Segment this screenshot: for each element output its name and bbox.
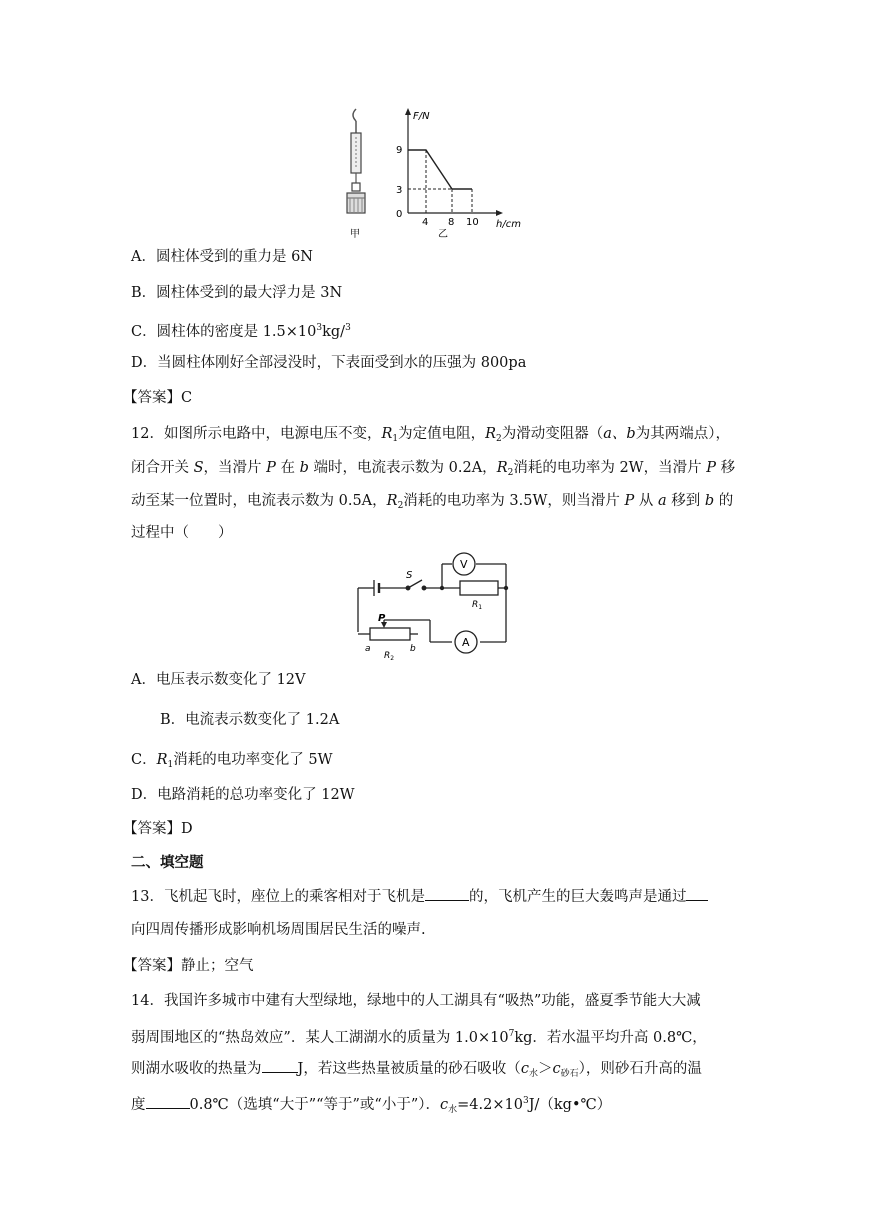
q11-exp-1: 3	[316, 323, 323, 333]
q11-option-c-text: C．圆柱体的密度是 1.5×10	[131, 324, 317, 340]
terminal-b-label: b	[410, 644, 416, 654]
q11-option-d: D．当圆柱体刚好全部浸没时，下表面受到水的压强为 800pa	[131, 355, 527, 371]
q14-line-1: 14．我国许多城市中建有大型绿地，绿地中的人工湖具有“吸热”功能，盛夏季节能大大减	[131, 993, 701, 1009]
q12-answer: 【答案】D	[123, 821, 193, 837]
force-curve	[408, 150, 472, 189]
ammeter-label: A	[462, 636, 470, 649]
q12-option-d: D．电路消耗的总功率变化了 12W	[131, 787, 355, 803]
q14-line-4: 度 0.8℃（选填“大于”“等于”或“小于”）．$c_水=4.2\times 10^3J/(kg•℃)$	[131, 1096, 612, 1115]
x-tick-4: 4	[422, 217, 429, 228]
q13-answer: 【答案】静止；空气	[123, 958, 254, 974]
x-tick-8: 8	[448, 217, 455, 228]
q13-line-1: 13．飞机起飞时，座位上的乘客相对于飞机是 的，飞机产生的巨大轰鸣声是通过	[131, 886, 708, 907]
q13-blank-1[interactable]	[425, 886, 469, 901]
q12-line-4: 过程中（ ）	[131, 525, 233, 541]
q12-line-1: 12．如图所示电路中，电源电压不变，$R_1$为定值电阻，$R_2$为滑动变阻器（a、b为其两端点），	[131, 426, 730, 444]
y-tick-3: 3	[396, 185, 403, 196]
q11-option-c	[131, 318, 351, 342]
q13-blank-2[interactable]	[686, 886, 708, 901]
r2-label: $R_2$	[384, 651, 395, 662]
origin-label: 0	[396, 209, 403, 220]
terminal-a-label: a	[365, 644, 371, 654]
label-jia: 甲	[350, 229, 360, 240]
y-axis-label: F/N	[413, 111, 430, 122]
q11-exp-2: 3	[345, 323, 351, 333]
label-yi: 乙	[438, 229, 448, 240]
voltmeter-label: V	[460, 558, 468, 571]
q11-answer: 【答案】C	[123, 390, 193, 406]
circuit-diagram	[348, 548, 520, 666]
figure-spring-scale-graph	[338, 105, 538, 241]
q12-option-c: C．$R_1$消耗的电功率变化了 5W	[131, 752, 333, 770]
r1-label: $R_1$	[472, 600, 483, 611]
q14-blank-2[interactable]	[146, 1094, 190, 1109]
q14-line-3: 则湖水吸收的热量为 J，若这些热量被质量的砂石吸收$(c_水>c_{砂石})$，则砂石升高的温	[131, 1058, 702, 1084]
q12-line-2: 闭合开关 S，当滑片 P 在 b 端时，电流表示数为 0.2A，$R_2$消耗的电功率为 2W，当滑片 P 移	[131, 460, 736, 478]
spring-scale-illustration	[347, 109, 365, 213]
q14-line-2: 弱周围地区的“热岛效应”．某人工湖湖水的质量为 $1.0\times 10^7kg$．若水温平均升高 0.8℃，	[131, 1029, 707, 1046]
x-axis-label: h/cm	[496, 219, 521, 230]
q12-option-a: A．电压表示数变化了 12V	[131, 672, 306, 688]
slider-p-label: P	[378, 613, 386, 624]
q12-line-3: 动至某一位置时，电流表示数为 0.5A，$R_2$消耗的电功率为 3.5W，则当滑片 P 从 a 移到 b 的	[131, 493, 734, 511]
fh-graph	[396, 108, 521, 240]
section-title: 二、填空题	[131, 854, 204, 871]
q11-option-b: B．圆柱体受到的最大浮力是 3N	[131, 285, 343, 301]
q11-option-c-unit: kg/	[322, 324, 346, 340]
q11-option-a: A．圆柱体受到的重力是 6N	[131, 249, 313, 265]
x-tick-10: 10	[466, 217, 479, 228]
switch-label: S	[406, 570, 413, 581]
q12-option-b: B．电流表示数变化了 1.2A	[160, 712, 340, 728]
q13-line-2: 向四周传播形成影响机场周围居民生活的噪声.	[131, 922, 426, 938]
q14-blank-1[interactable]	[262, 1058, 298, 1073]
y-tick-9: 9	[396, 145, 403, 156]
